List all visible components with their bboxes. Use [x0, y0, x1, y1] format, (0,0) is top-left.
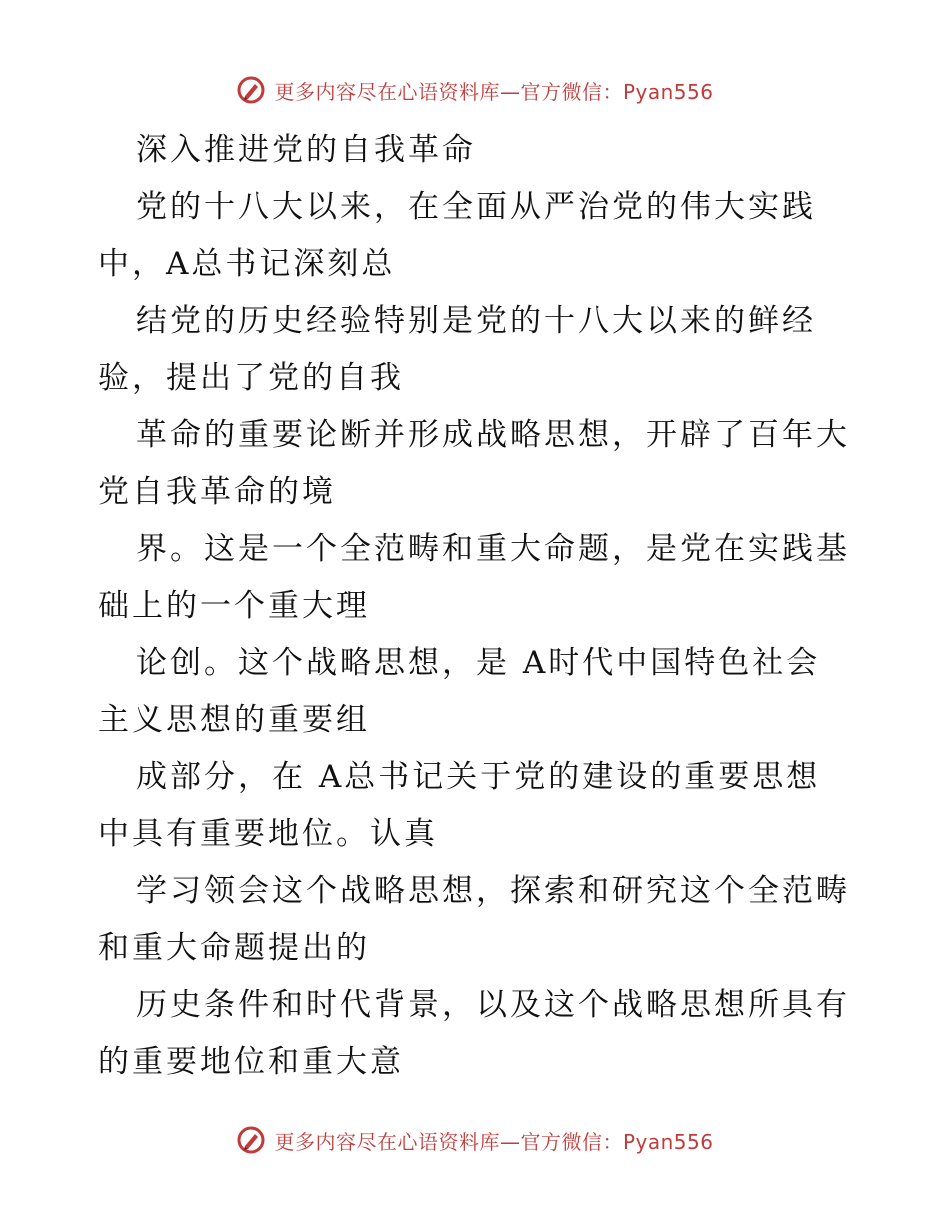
watermark-text: 更多内容尽在心语资料库—官方微信：Pyan556	[274, 79, 714, 104]
text-line: 验，提出了党的自我	[98, 360, 404, 396]
text-line: 的重要地位和重大意	[98, 1044, 404, 1080]
pen-logo-icon	[236, 1125, 266, 1155]
text-line: 成部分，在 A总书记关于党的建设的重要思想	[136, 759, 821, 795]
text-line: 历史条件和时代背景，以及这个战略思想所具有	[136, 987, 850, 1023]
header-watermark	[0, 70, 950, 110]
text-line: 党的十八大以来，在全面从严治党的伟大实践	[136, 189, 816, 225]
text-line: 中具有重要地位。认真	[98, 816, 438, 852]
text-line: 和重大命题提出的	[98, 930, 370, 966]
text-line: 界。这是一个全范畴和重大命题，是党在实践基	[136, 531, 850, 567]
watermark-text: 更多内容尽在心语资料库—官方微信：Pyan556	[274, 1129, 714, 1154]
text-line: 论创。这个战略思想，是 A时代中国特色社会	[136, 645, 821, 681]
text-line: 中，A总书记深刻总	[98, 246, 396, 282]
text-line: 结党的历史经验特别是党的十八大以来的鲜经	[136, 303, 816, 339]
footer-watermark	[0, 1120, 950, 1160]
text-line: 础上的一个重大理	[98, 588, 370, 624]
text-line: 党自我革命的境	[98, 474, 336, 510]
text-line: 革命的重要论断并形成战略思想，开辟了百年大	[136, 417, 850, 453]
document-body	[98, 122, 858, 1091]
pen-logo-icon	[236, 75, 266, 105]
text-line: 学习领会这个战略思想，探索和研究这个全范畴	[136, 873, 850, 909]
document-title: 深入推进党的自我革命	[136, 132, 476, 168]
text-line: 主义思想的重要组	[98, 702, 370, 738]
